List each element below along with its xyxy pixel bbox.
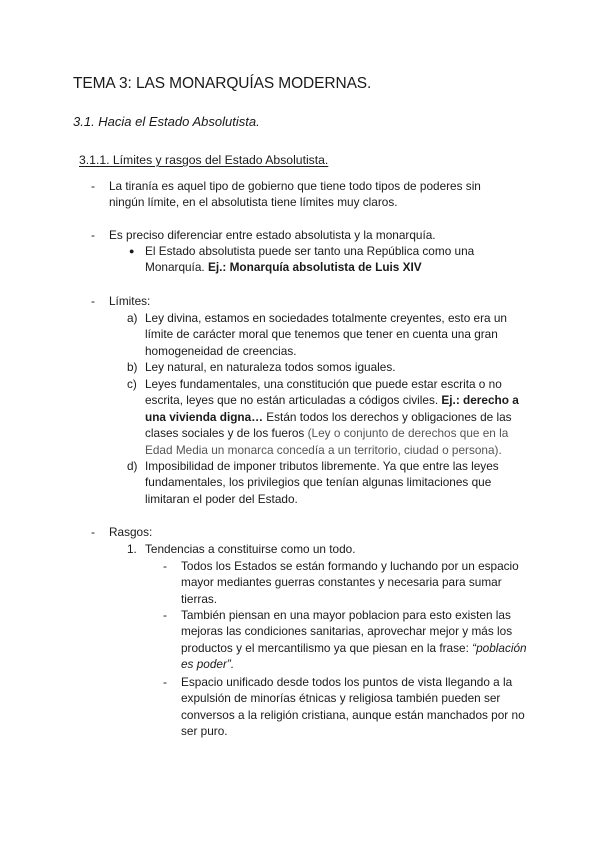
list-marker-1: 1.: [127, 542, 137, 556]
dash-marker: -: [163, 608, 167, 622]
limite-ley-divina: Ley divina, estamos en sociedades totalmente creyentes, esto era un límite de carácter moral que tenemos que tener en cuenta una gran homogeneidad de creencias.: [145, 311, 507, 358]
rasgo-sub-estados: Todos los Estados se están formando y luchando por un espacio mayor mediantes guerras constantes y necesaria para sumar tierras.: [181, 559, 519, 606]
subsection-heading: 3.1.1. Límites y rasgos del Estado Absolutista.: [79, 153, 329, 167]
poblacion-text: También piensan en una mayor poblacion para esto existen las mejoras las condiciones sanitarias, aprovechar mejor y más los productos y el mercantilismo ya que piesan en la frase:: [181, 608, 513, 655]
limite-ley-natural: Ley natural, en naturaleza todos somos iguales.: [145, 360, 396, 374]
section-heading: 3.1. Hacia el Estado Absolutista.: [73, 114, 260, 129]
limite-tributos: Imposibilidad de imponer tributos libremente. Ya que entre las leyes fundamentales, los privilegios que tenían algunas limitaciones que limitaran el poder del Estado.: [145, 459, 499, 506]
dash-marker: -: [163, 559, 167, 573]
list-marker-a: a): [127, 311, 138, 325]
dash-marker: -: [91, 294, 95, 308]
document-title: TEMA 3: LAS MONARQUÍAS MODERNAS.: [73, 75, 372, 92]
dash-marker: -: [91, 179, 95, 193]
limite-leyes-fundamentales: [145, 376, 528, 458]
dash-marker: -: [91, 525, 95, 539]
rasgo-sub-poblacion: [181, 607, 531, 673]
dash-marker: -: [163, 675, 167, 689]
paragraph-diferenciar: Es preciso diferenciar entre estado absolutista y la monarquía.: [109, 228, 436, 242]
list-marker-b: b): [127, 360, 138, 374]
leyes-text-b: Están todos los derechos y obligaciones de las clases sociales y de los fueros: [145, 409, 512, 441]
rasgos-label: Rasgos:: [109, 525, 153, 539]
poblacion-quote: “población es poder”.: [181, 640, 527, 672]
rasgo-tendencias: Tendencias a constituirse como un todo.: [145, 542, 356, 556]
republica-example: Ej.: Monarquía absolutista de Luis XIV: [207, 260, 422, 275]
rasgo-sub-espacio: Espacio unificado desde todos los puntos de vista llegando a la expulsión de minorías étnicas y religiosa también pueden ser conversos a la religión cristiana, aunque están manchados por no ser puro.: [181, 675, 525, 739]
paragraph-tirania: La tiranía es aquel tipo de gobierno que tiene todo tipos de poderes sin ningún límite, en el absolutista tiene límites muy claros.: [109, 179, 481, 210]
republica-text: El Estado absolutista puede ser tanto una República como una Monarquía.: [145, 244, 475, 275]
limites-label: Límites:: [109, 294, 151, 308]
leyes-fueros-note: (Ley o conjunto de derechos que en la Edad Media un monarca concedía a un territorio, ciudad o persona).: [145, 426, 509, 457]
dash-marker: -: [91, 228, 95, 242]
leyes-text-a: Leyes fundamentales, una constitución que puede estar escrita o no escrita, leyes que no están articuladas a códigos civiles.: [145, 377, 502, 408]
list-marker-c: c): [127, 377, 137, 391]
list-marker-d: d): [127, 459, 138, 473]
bullet-marker: ●: [129, 246, 135, 256]
leyes-example: Ej.: derecho a una vivienda digna…: [145, 393, 519, 424]
paragraph-republica: [145, 243, 515, 276]
